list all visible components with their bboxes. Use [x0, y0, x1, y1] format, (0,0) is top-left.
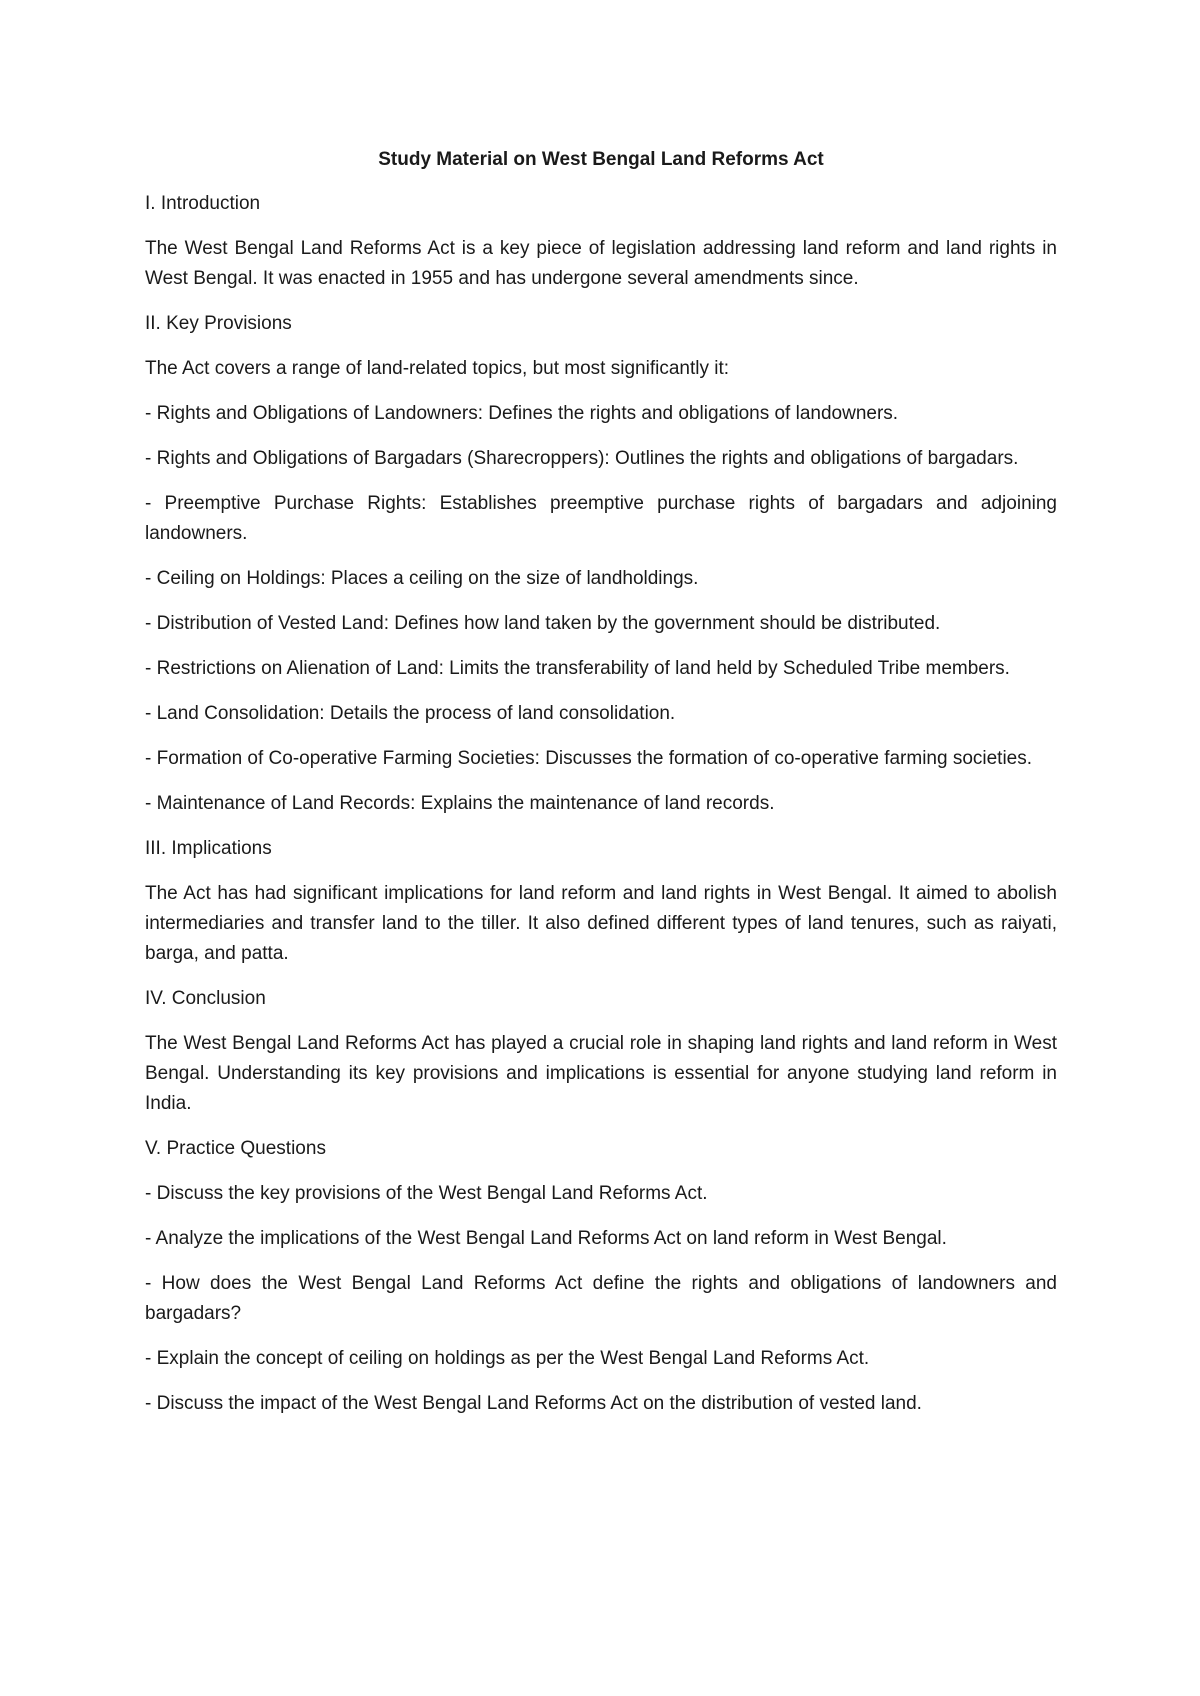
- section-heading-implications: III. Implications: [145, 838, 272, 859]
- document-page: [145, 145, 1057, 1434]
- question-item: - How does the West Bengal Land Reforms Act define the rights and obligations of landowners and bargadars?: [145, 1273, 1057, 1324]
- section-heading-key-provisions: II. Key Provisions: [145, 313, 292, 334]
- introduction-paragraph: The West Bengal Land Reforms Act is a key piece of legislation addressing land reform and land rights in West Bengal. It was enacted in 1955 and has undergone several amendments since.: [145, 238, 1057, 289]
- question-item: - Analyze the implications of the West Bengal Land Reforms Act on land reform in West Bengal.: [145, 1228, 947, 1249]
- question-item: - Discuss the key provisions of the West Bengal Land Reforms Act.: [145, 1183, 708, 1204]
- provision-item: - Rights and Obligations of Bargadars (Sharecroppers): Outlines the rights and obligations of bargadars.: [145, 448, 1019, 469]
- provision-item: - Formation of Co-operative Farming Societies: Discusses the formation of co-operative farming societies.: [145, 748, 1033, 769]
- provision-item: - Land Consolidation: Details the process of land consolidation.: [145, 703, 676, 724]
- provision-item: - Distribution of Vested Land: Defines how land taken by the government should be distributed.: [145, 613, 941, 634]
- provision-item: - Preemptive Purchase Rights: Establishes preemptive purchase rights of bargadars and adjoining landowners.: [145, 493, 1057, 544]
- provision-item: - Restrictions on Alienation of Land: Limits the transferability of land held by Scheduled Tribe members.: [145, 658, 1010, 679]
- provision-item: - Ceiling on Holdings: Places a ceiling on the size of landholdings.: [145, 568, 699, 589]
- conclusion-paragraph: The West Bengal Land Reforms Act has played a crucial role in shaping land rights and land reform in West Bengal. Understanding its key provisions and implications is essential for anyone studying land reform in India.: [145, 1033, 1057, 1114]
- provision-item: - Maintenance of Land Records: Explains the maintenance of land records.: [145, 793, 775, 814]
- question-item: - Discuss the impact of the West Bengal Land Reforms Act on the distribution of vested land.: [145, 1393, 922, 1414]
- implications-paragraph: The Act has had significant implications for land reform and land rights in West Bengal. It aimed to abolish intermediaries and transfer land to the tiller. It also defined different types of land tenures, such as raiyati, barga, and patta.: [145, 883, 1057, 964]
- provision-item: - Rights and Obligations of Landowners: Defines the rights and obligations of landowners.: [145, 403, 899, 424]
- document-title: Study Material on West Bengal Land Reforms Act: [378, 149, 824, 170]
- section-heading-introduction: I. Introduction: [145, 193, 261, 214]
- key-provisions-intro: The Act covers a range of land-related topics, but most significantly it:: [145, 358, 730, 379]
- section-heading-practice-questions: V. Practice Questions: [145, 1138, 326, 1159]
- question-item: - Explain the concept of ceiling on holdings as per the West Bengal Land Reforms Act.: [145, 1348, 870, 1369]
- section-heading-conclusion: IV. Conclusion: [145, 988, 266, 1009]
